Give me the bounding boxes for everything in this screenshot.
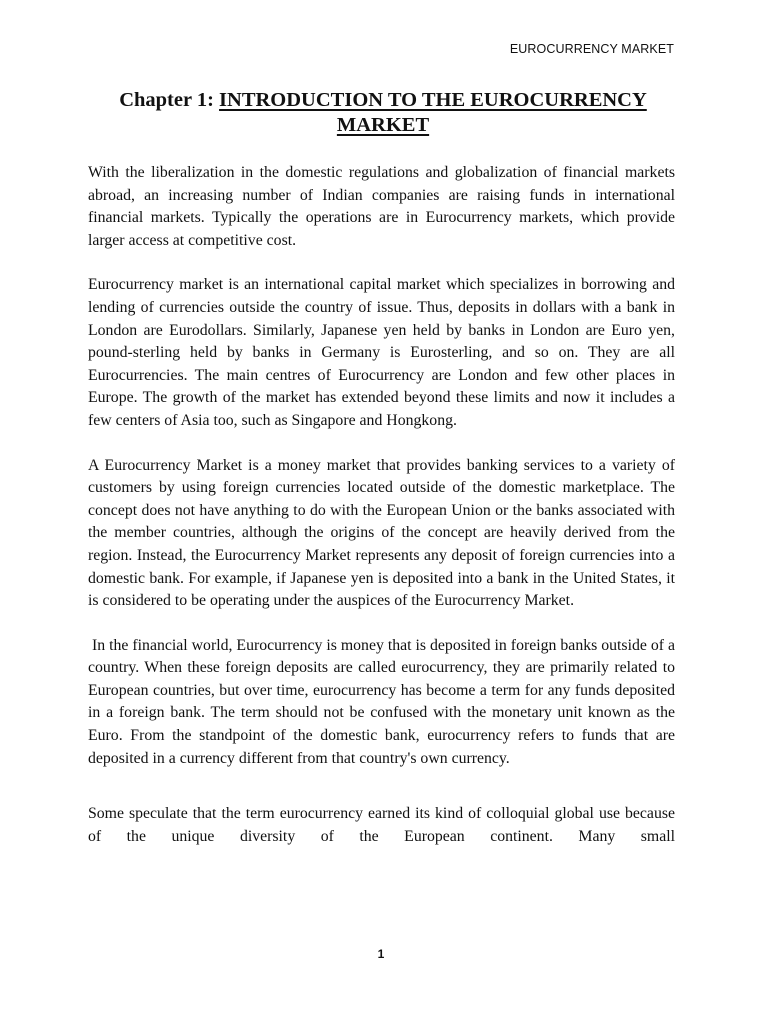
paragraph: Some speculate that the term eurocurrency earned its kind of colloquial global use because of the unique diversity of the European continent. Many small bbox=[88, 805, 675, 845]
running-header: EUROCURRENCY MARKET bbox=[509, 42, 674, 56]
paragraph: With the liberalization in the domestic regulations and globalization of financial markets abroad, an increasing number of Indian companies are raising funds in international financial markets. Typically the operations are in Eurocurrency markets, which provide larger access at competitive cost. bbox=[88, 164, 675, 249]
chapter-title bbox=[100, 88, 666, 138]
paragraph: Eurocurrency market is an international capital market which specializes in borrowing and lending of currencies outside the country of issue. Thus, deposits in dollars with a bank in London are Eurodollars. Similarly, Japanese yen held by banks in London are Euro yen, pound-sterling held by banks in Germany is Eurosterling, and so on. They are all Eurocurrencies. The main centres of Eurocurrency are London and few other places in Europe. The growth of the market has extended beyond these limits and now it includes a few centers of Asia too, such as Singapore and Hongkong. bbox=[88, 276, 675, 429]
page-number: 1 bbox=[377, 947, 385, 961]
chapter-title-text: INTRODUCTION TO THE EUROCURRENCY MARKET bbox=[219, 89, 647, 136]
chapter-prefix: Chapter 1: bbox=[119, 89, 220, 111]
paragraph: A Eurocurrency Market is a money market that provides banking services to a variety of customers by using foreign currencies located outside of the domestic marketplace. The concept does not have anything to do with the European Union or the banks associated with the member countries, although the origins of the concept are heavily derived from the region. Instead, the Eurocurrency Market represents any deposit of foreign currencies into a domestic bank. For example, if Japanese yen is deposited into a bank in the United States, it is considered to be operating under the auspices of the Eurocurrency Market. bbox=[88, 456, 675, 610]
paragraph: In the financial world, Eurocurrency is money that is deposited in foreign banks outside of a country. When these foreign deposits are called eurocurrency, they are primarily related to European countries, but over time, eurocurrency has become a term for any funds deposited in a foreign bank. The term should not be confused with the monetary unit known as the Euro. From the standpoint of the domestic bank, eurocurrency refers to funds that are deposited in a currency different from that country's own currency. bbox=[88, 636, 679, 767]
document-body bbox=[88, 162, 679, 848]
